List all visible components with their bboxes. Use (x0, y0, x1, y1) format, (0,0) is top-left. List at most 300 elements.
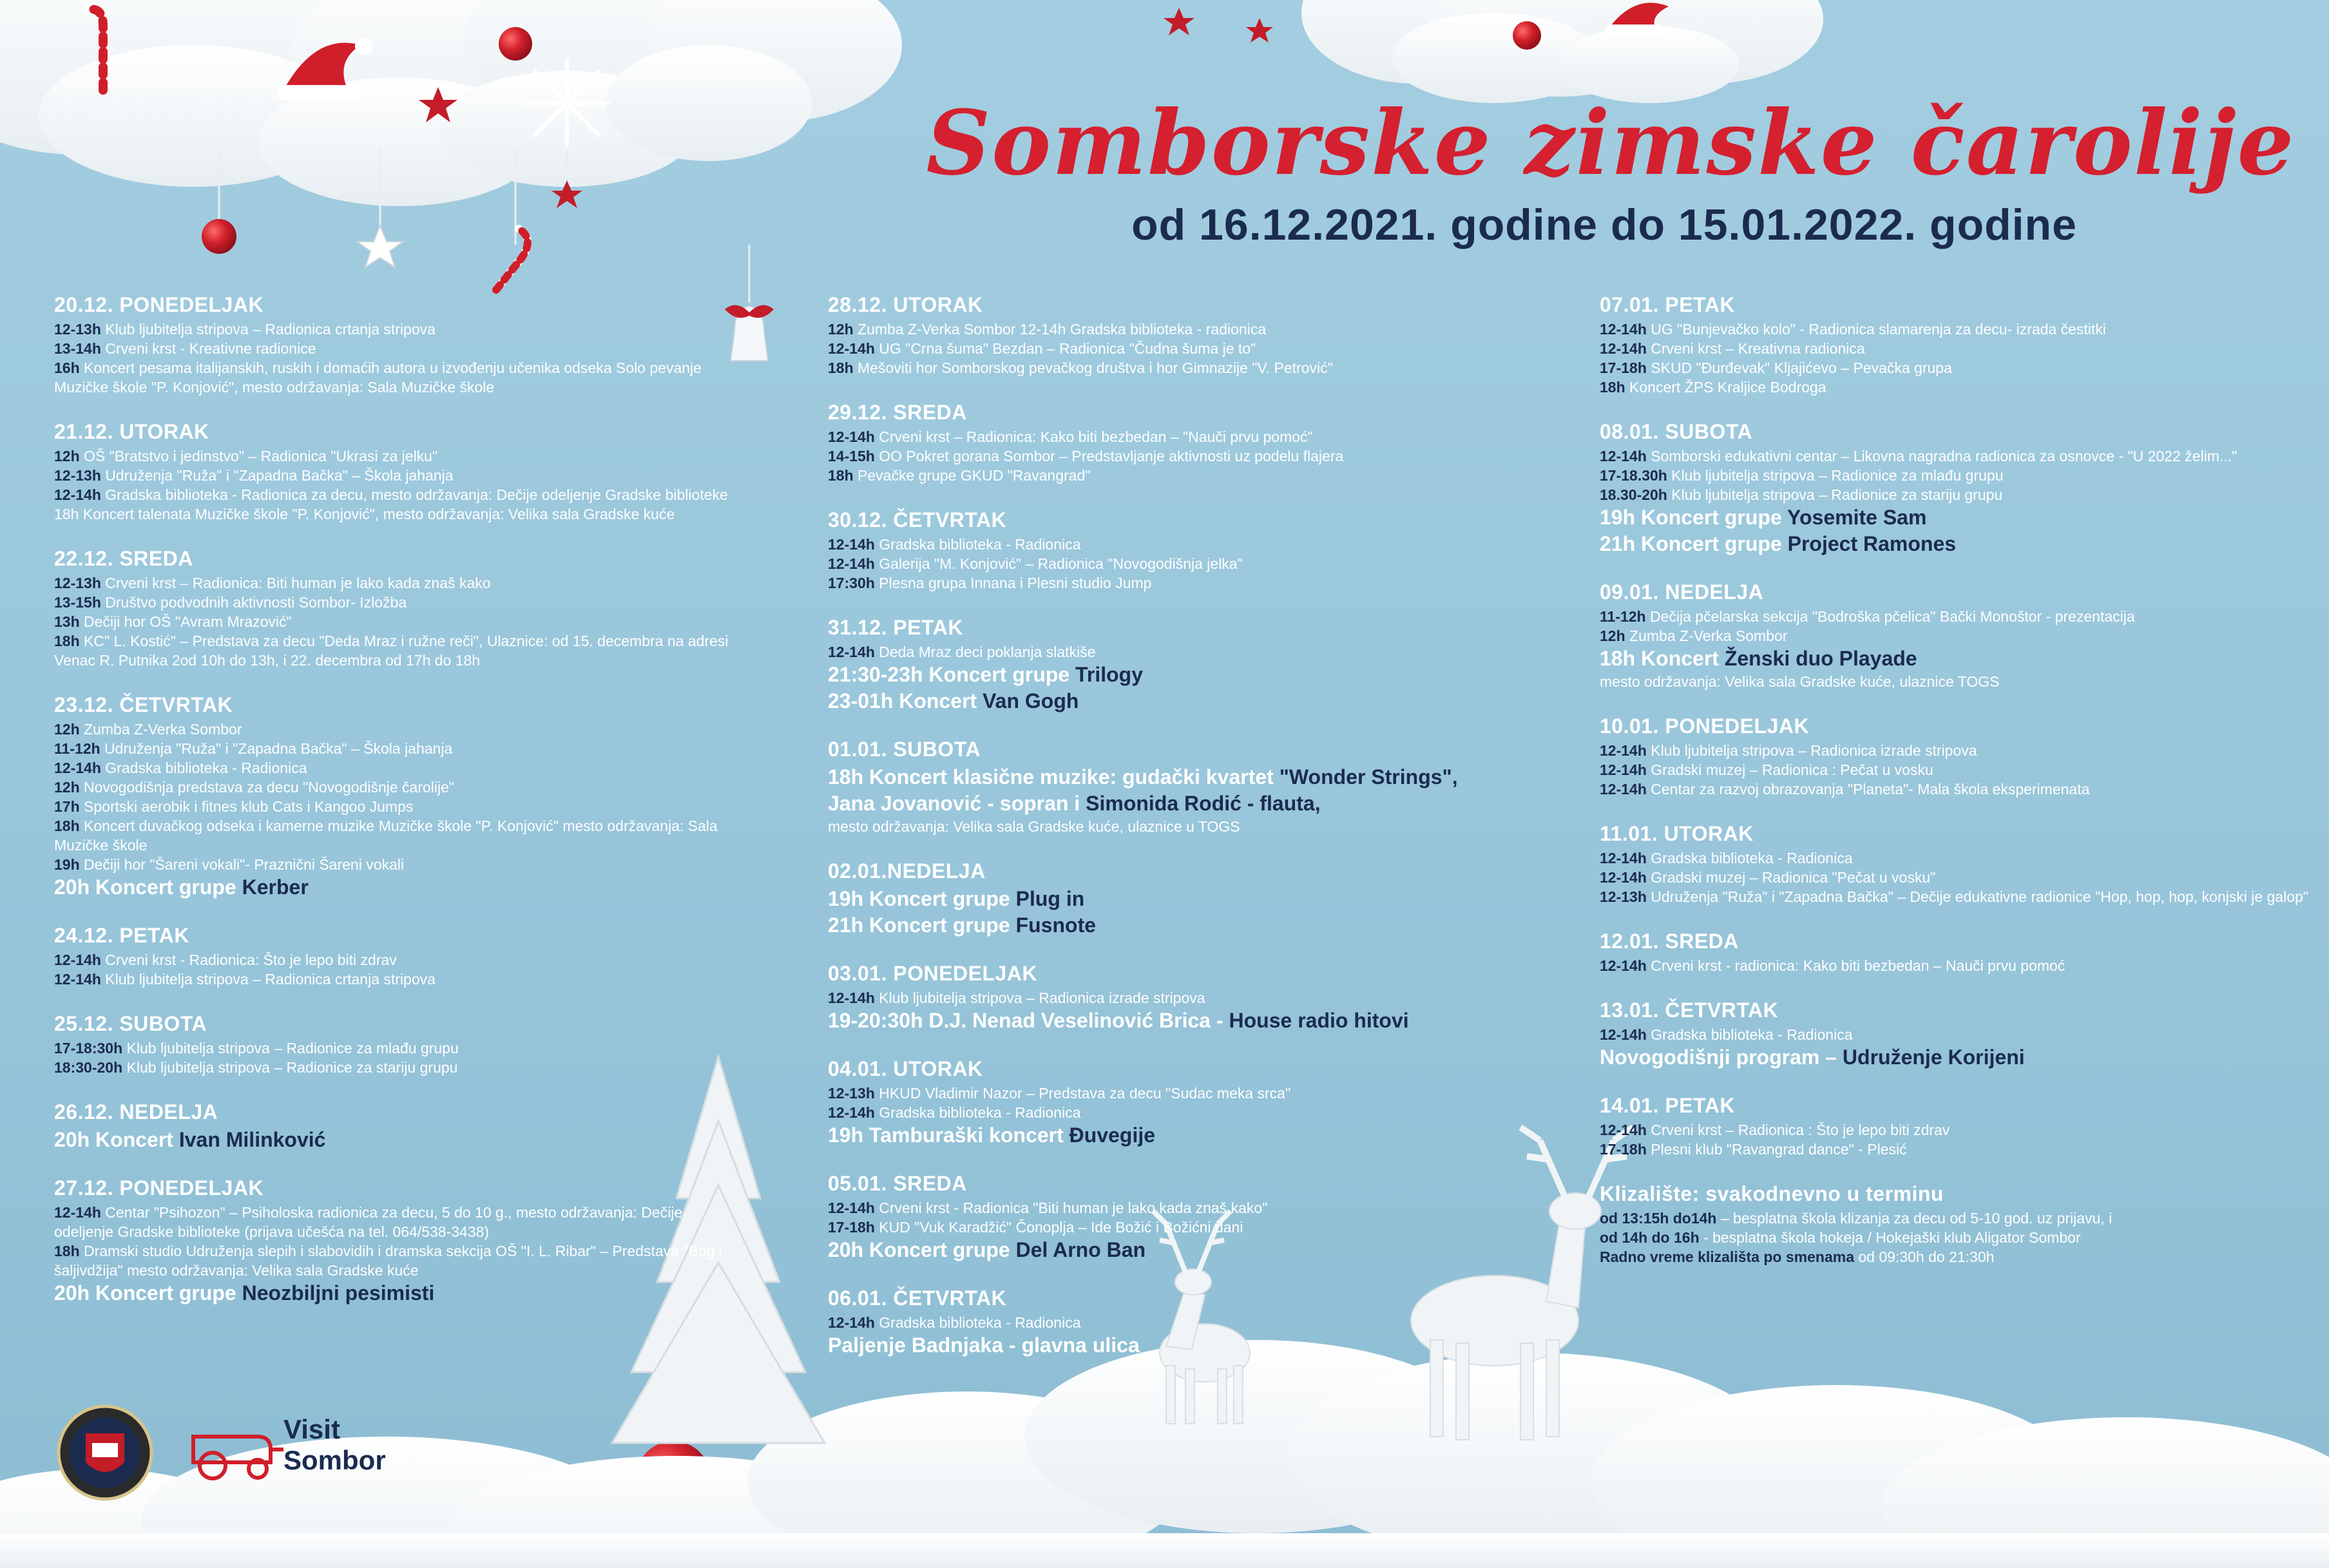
event-text: Dečiji hor "Šareni vokali"- Praznični Šareni vokali (79, 856, 405, 873)
day-block (54, 547, 737, 670)
event-text: Društvo podvodnih aktivnosti Sombor- Izložba (101, 594, 407, 611)
day-header: 28.12. UTORAK (828, 293, 983, 316)
event-time: 12-14h (1600, 448, 1647, 464)
day-header: 08.01. SUBOTA (1600, 420, 1753, 443)
event-time: 12-14h (828, 1200, 875, 1216)
event-item (828, 446, 1537, 466)
city-crest-icon (59, 1406, 151, 1499)
ornament-icon (1513, 21, 1541, 50)
day-block (828, 738, 1537, 836)
event-text: Gradska biblioteka - Radionica (874, 1314, 1081, 1331)
featured-event-label: Novogodišnji program – (1600, 1046, 1843, 1069)
event-item (1600, 1209, 2308, 1228)
event-time: 12-14h (54, 760, 101, 776)
event-text: Klub ljubitelja stripova – Radionice za stariju grupu (1667, 486, 2003, 503)
event-item (828, 1198, 1537, 1218)
event-text: Deda Mraz deci poklanja slatkiše (874, 644, 1096, 660)
event-text: Klub ljubitelja stripova – Radionice za mlađu grupu (1667, 467, 2004, 484)
featured-event-performer: Ivan Milinković (178, 1128, 326, 1151)
featured-event (1600, 504, 2308, 531)
event-text: Koncert pesama italijanskih, ruskih i domaćih autora u izvođenju učenika odseka Solo pevanje Muzičke škole "P. Konjović", mesto održavanja: Sala Muzičke škole (54, 359, 702, 396)
featured-event-label: 23-01h Koncert (828, 689, 983, 712)
event-item (828, 988, 1537, 1008)
day-header: 12.01. SREDA (1600, 930, 1739, 953)
event-item (1600, 1120, 2308, 1140)
event-text: KUD "Vuk Karadžić" Čonoplja – Ide Božić i Božićni dani (874, 1219, 1243, 1236)
event-text: SKUD "Đurđevak" Kljajićevo – Pevačka grupa (1646, 359, 1952, 376)
day-block (828, 1172, 1537, 1263)
featured-event-performer: "Wonder Strings", (1279, 765, 1458, 789)
featured-event (54, 1280, 737, 1306)
event-text: Zumba Z-Verka Sombor (1625, 627, 1788, 644)
schedule-column-1 (54, 293, 737, 1330)
event-item (54, 1241, 737, 1280)
event-text: – besplatna škola klizanja za decu od 5-10 god. uz prijavu, i (1716, 1210, 2113, 1227)
event-time: 12h (828, 321, 854, 338)
day-header: 09.01. NEDELJA (1600, 580, 1764, 604)
event-note: mesto održavanja: Velika sala Gradske kuće, ulaznice u TOGS (828, 818, 1240, 835)
event-item (1600, 1247, 2308, 1267)
event-time: 12h (54, 721, 80, 738)
event-time: 12-14h (828, 990, 875, 1006)
star-icon (1164, 8, 1194, 35)
event-text: Crveni krst - Kreativne radionice (101, 340, 316, 357)
featured-event (828, 662, 1537, 688)
event-item (1600, 848, 2308, 868)
day-block (1600, 293, 2308, 397)
event-time: 12-14h (1600, 321, 1647, 338)
day-block (1600, 420, 2308, 557)
event-text: Klub ljubitelja stripova – Radionica crtanja stripova (101, 321, 436, 338)
event-time: 17:30h (828, 575, 875, 591)
event-text: Klub ljubitelja stripova – Radionica izrade stripova (1646, 742, 1977, 759)
event-time: 12-14h (1600, 1026, 1647, 1043)
day-block (828, 616, 1537, 714)
event-item (54, 778, 737, 797)
event-text: Dramski studio Udruženja slepih i slabovidih i dramska sekcija OŠ "I. L. Ribar" – Predstava "Bog i šaljivdžija" mesto održavanja: Velika sala Gradske kuće (54, 1243, 722, 1279)
featured-event (828, 886, 1537, 912)
featured-event-label: Paljenje Badnjaka - glavna ulica (828, 1334, 1140, 1357)
day-block (1600, 1182, 2308, 1267)
event-text: Gradska biblioteka - Radionica (874, 1104, 1081, 1121)
event-item (828, 320, 1537, 339)
featured-event-performer: House radio hitovi (1229, 1009, 1409, 1032)
event-item (828, 554, 1537, 573)
featured-event (828, 764, 1537, 790)
event-time: 12h (1600, 627, 1625, 644)
event-time: 18h (828, 359, 854, 376)
event-item (54, 485, 737, 524)
event-item (1600, 760, 2308, 779)
snowflake-icon (525, 61, 609, 145)
event-time: 12-14h (828, 536, 875, 553)
day-header: 24.12. PETAK (54, 924, 189, 947)
featured-event-label: 20h Koncert grupe (54, 1281, 242, 1305)
featured-event (828, 688, 1537, 714)
event-item (828, 1218, 1537, 1237)
event-item (828, 535, 1537, 554)
featured-event (828, 1008, 1537, 1034)
event-time: 12-13h (54, 467, 101, 484)
featured-event-performer: Udruženje Korijeni (1842, 1046, 2025, 1069)
featured-event-label: 19h Koncert grupe (828, 887, 1016, 910)
event-text: Centar za razvoj obrazovanja "Planeta"- Mala škola eksperimenata (1646, 781, 2090, 798)
event-text: Somborski edukativni centar – Likovna nagradna radionica za osnovce - "U 2022 želim..." (1646, 448, 2238, 464)
day-header: 02.01.NEDELJA (828, 859, 986, 883)
event-text: Gradska biblioteka - Radionica (1646, 1026, 1853, 1043)
event-time: od 13:15h do14h (1600, 1210, 1717, 1227)
day-block (1600, 930, 2308, 975)
event-text: OŠ "Bratstvo i jedinstvo" – Radionica "Ukrasi za jelku" (79, 448, 438, 464)
event-time: 18.30-20h (1600, 486, 1667, 503)
day-header: 31.12. PETAK (828, 616, 963, 639)
featured-event-performer: Simonida Rodić - flauta, (1086, 792, 1321, 815)
featured-event-label: 20h Koncert (54, 1128, 179, 1151)
event-time: 12-14h (828, 1314, 875, 1331)
day-header: 11.01. UTORAK (1600, 822, 1754, 845)
event-text: Crveni krst - Radionica: Što je lepo biti zdrav (101, 951, 397, 968)
day-header: 04.01. UTORAK (828, 1057, 983, 1080)
event-item (1600, 626, 2308, 645)
event-text: - besplatna škola hokeja / Hokejaški klub Aligator Sombor (1699, 1229, 2081, 1246)
event-time: 17-18h (1600, 359, 1647, 376)
day-header: 27.12. PONEDELJAK (54, 1176, 264, 1200)
event-time: 12-13h (1600, 888, 1647, 905)
day-block (828, 1286, 1537, 1359)
day-header: 30.12. ČETVRTAK (828, 508, 1007, 531)
event-time: 16h (54, 359, 80, 376)
day-block (54, 1176, 737, 1306)
featured-event-performer: Trilogy (1075, 663, 1144, 686)
star-icon (1246, 18, 1273, 43)
event-time: 13h (54, 613, 80, 630)
event-time: 17-18.30h (1600, 467, 1667, 484)
date-range: od 16.12.2021. godine do 15.01.2022. godine (1131, 200, 2077, 249)
event-text: Gradski muzej – Radionica : Pečat u vosku (1646, 761, 1933, 778)
event-time: 12-14h (1600, 850, 1647, 866)
event-item (1600, 446, 2308, 466)
day-block (1600, 580, 2308, 691)
day-block (54, 293, 737, 397)
featured-event (828, 790, 1537, 817)
event-text: Klub ljubitelja stripova – Radionica crtanja stripova (101, 971, 436, 988)
event-text: Novogodišnja predstava za decu "Novogodišnje čarolije" (79, 779, 455, 796)
featured-event-label: 19h Tamburaški koncert (828, 1123, 1069, 1147)
day-header: 06.01. ČETVRTAK (828, 1286, 1007, 1310)
featured-event-performer: Đuvegije (1069, 1123, 1156, 1147)
day-block (828, 293, 1537, 378)
event-item (828, 466, 1537, 485)
featured-event (828, 1237, 1537, 1263)
event-time: 12-14h (54, 486, 101, 503)
event-time: 18h (1600, 379, 1625, 396)
event-item (54, 573, 737, 593)
featured-event-performer: Ženski duo Playade (1724, 647, 1917, 670)
event-item (54, 612, 737, 631)
event-text: Centar "Psihozon" – Psiholoska radionica za decu, 5 do 10 g., mesto održavanja: Dečije odeljenje Gradske biblioteke (prijava učešća na tel. 064/538-3438) (54, 1204, 683, 1240)
event-text: Crveni krst – Radionica: Kako biti bezbedan – "Nauči prvu pomoć" (874, 428, 1313, 445)
featured-event (1600, 1044, 2308, 1071)
day-header: 05.01. SREDA (828, 1172, 967, 1195)
day-header: 25.12. SUBOTA (54, 1012, 207, 1035)
day-block (828, 859, 1537, 939)
event-text: od 09:30h do 21:30h (1854, 1248, 1995, 1265)
event-item (1600, 779, 2308, 799)
page-title: Somborske zimske čarolije (926, 90, 2295, 195)
event-time: 12-14h (1600, 781, 1647, 798)
day-block (1600, 999, 2308, 1071)
event-time: 12-14h (828, 340, 875, 357)
event-time: 18h (828, 467, 854, 484)
event-text: Dečiji hor OŠ "Avram Mrazović" (79, 613, 292, 630)
event-item (1600, 607, 2308, 626)
event-text: Koncert duvačkog odseka i kamerne muzike Muzičke škole "P. Konjović" mesto održavanja: Sala Muzičke škole (54, 817, 718, 854)
event-item (1600, 466, 2308, 485)
event-time: 12-14h (828, 555, 875, 572)
event-time: 12-14h (54, 1204, 101, 1221)
event-item (1600, 358, 2308, 378)
event-text: UG "Bunjevačko kolo" - Radionica slamarenja za decu- izrada čestitki (1646, 321, 2106, 338)
event-item (54, 320, 737, 339)
event-item (1600, 485, 2308, 504)
event-text: Udruženja "Ruža" i "Zapadna Bačka" – Dečije edukativne radionice "Hop, hop, hop, konjski je galop" (1646, 888, 2308, 905)
event-text: UG "Crna šuma" Bezdan – Radionica "Čudna šuma je to" (874, 340, 1256, 357)
event-text: Plesna grupa Innana i Plesni studio Jump (874, 575, 1152, 591)
event-text: Crveni krst - radionica: Kako biti bezbedan – Nauči prvu pomoć (1646, 957, 2065, 974)
event-item (1600, 1228, 2308, 1247)
event-time: 18h (54, 817, 80, 834)
event-item (1600, 378, 2308, 397)
event-item (54, 970, 737, 989)
day-block (828, 1057, 1537, 1149)
event-item (54, 339, 737, 358)
event-text: Klub ljubitelja stripova – Radionice za stariju grupu (122, 1059, 458, 1076)
event-time: 12-14h (828, 644, 875, 660)
event-time: 17-18:30h (54, 1040, 123, 1056)
day-block (1600, 1094, 2308, 1159)
event-item (1600, 339, 2308, 358)
event-item (54, 358, 737, 397)
featured-event (828, 1332, 1537, 1359)
event-item (1600, 741, 2308, 760)
event-text: Gradska biblioteka - Radionica (101, 760, 307, 776)
event-text: Klub ljubitelja stripova – Radionica izrade stripova (874, 990, 1205, 1006)
event-time: 12-14h (1600, 340, 1647, 357)
event-item (828, 1103, 1537, 1122)
event-text: Zumba Z-Verka Sombor 12-14h Gradska biblioteka - radionica (853, 321, 1267, 338)
featured-event (1600, 645, 2308, 672)
event-text: OO Pokret gorana Sombor – Predstavljanje aktivnosti uz podelu flajera (874, 448, 1344, 464)
event-time: 12-13h (828, 1085, 875, 1102)
day-header: Klizalište: svakodnevno u terminu (1600, 1182, 1944, 1205)
featured-event (1600, 531, 2308, 557)
event-item (54, 446, 737, 466)
day-block (828, 508, 1537, 593)
day-header: 01.01. SUBOTA (828, 738, 981, 761)
event-time: 12-14h (1600, 869, 1647, 886)
featured-event-label: 19-20:30h D.J. Nenad Veselinović Brica - (828, 1009, 1229, 1032)
event-text: Gradska biblioteka - Radionica (1646, 850, 1853, 866)
event-time: 12-14h (1600, 742, 1647, 759)
day-header: 07.01. PETAK (1600, 293, 1735, 316)
event-item (828, 1313, 1537, 1332)
event-text: Gradska biblioteka - Radionica za decu, mesto održavanja: Dečije odeljenje Gradske biblioteke 18h Koncert talenata Muzičke škole "P. Konjović", mesto održavanja: Velika sala Gradske kuće (54, 486, 728, 522)
event-time: 18:30-20h (54, 1059, 123, 1076)
day-header: 13.01. ČETVRTAK (1600, 999, 1779, 1022)
featured-event-label: 20h Koncert grupe (828, 1238, 1016, 1261)
event-item (1600, 956, 2308, 975)
event-item (54, 855, 737, 874)
event-time: 11-12h (1600, 608, 1646, 625)
day-block (54, 420, 737, 524)
event-text: Galerija "M. Konjović" – Radionica "Novogodišnja jelka" (874, 555, 1243, 572)
event-time: 13-15h (54, 594, 101, 611)
event-item (1600, 1025, 2308, 1044)
event-item (54, 720, 737, 739)
event-text: Gradska biblioteka - Radionica (874, 536, 1081, 553)
featured-event-label: 20h Koncert grupe (54, 875, 242, 899)
event-time: 12-14h (828, 428, 875, 445)
day-header: 22.12. SREDA (54, 547, 193, 570)
featured-event-performer: Project Ramones (1787, 532, 1957, 555)
event-text: Mešoviti hor Somborskog pevačkog društva i hor Gimnazije "V. Petrović" (853, 359, 1333, 376)
day-block (54, 924, 737, 989)
featured-event-performer: Neozbiljni pesimisti (242, 1281, 435, 1305)
brand-visit: Visit (283, 1414, 340, 1444)
featured-event-label: 18h Koncert (1600, 647, 1725, 670)
event-text: Crveni krst – Kreativna radionica (1646, 340, 1865, 357)
day-block (54, 693, 737, 901)
featured-event-label: 18h Koncert klasične muzike: gudački kvartet (828, 765, 1280, 789)
featured-event (828, 912, 1537, 939)
brand-city: Sombor (283, 1445, 386, 1475)
event-item (54, 950, 737, 970)
event-time: Radno vreme klizališta po smenama (1600, 1248, 1854, 1265)
event-time: 17-18h (828, 1219, 875, 1236)
event-text: Udruženja "Ruža" i "Zapadna Bačka" – Škola jahanja (101, 467, 454, 484)
event-time: 12-14h (828, 1104, 875, 1121)
schedule-column-3 (1600, 293, 2308, 1290)
day-header: 23.12. ČETVRTAK (54, 693, 233, 716)
day-header: 29.12. SREDA (828, 401, 967, 424)
day-header: 26.12. NEDELJA (54, 1100, 218, 1123)
event-text: Pevačke grupe GKUD "Ravangrad" (853, 467, 1091, 484)
event-item (828, 358, 1537, 378)
event-time: 19h (54, 856, 80, 873)
event-item (54, 631, 737, 670)
event-item (1600, 887, 2308, 906)
featured-event (828, 1122, 1537, 1149)
event-time: 18h (54, 1243, 80, 1259)
event-item (1600, 1140, 2308, 1159)
event-item (828, 1084, 1537, 1103)
featured-event-performer: Van Gogh (982, 689, 1079, 712)
event-text: Klub ljubitelja stripova – Radionice za mlađu grupu (122, 1040, 459, 1056)
event-item (828, 427, 1537, 446)
featured-event (54, 874, 737, 901)
event-text: Sportski aerobik i fitnes klub Cats i Kangoo Jumps (79, 798, 414, 815)
event-time: 18h (54, 633, 80, 649)
event-time: 12-14h (1600, 761, 1647, 778)
featured-event-performer: Kerber (242, 875, 309, 899)
day-block (54, 1012, 737, 1077)
featured-event-label: 21h Koncert grupe (1600, 532, 1788, 555)
featured-event-performer: Del Arno Ban (1015, 1238, 1146, 1261)
event-item (54, 797, 737, 816)
event-time: 12-14h (54, 951, 101, 968)
event-time: 12-14h (1600, 957, 1647, 974)
day-header: 14.01. PETAK (1600, 1094, 1735, 1117)
day-block (1600, 822, 2308, 906)
event-item (54, 816, 737, 855)
featured-event-label: Jana Jovanović - sopran i (828, 792, 1086, 815)
event-text: Crveni krst - Radionica "Biti human je lako kada znaš kako" (874, 1200, 1268, 1216)
day-block (1600, 714, 2308, 799)
day-header: 03.01. PONEDELJAK (828, 962, 1038, 985)
event-time: 12-14h (1600, 1122, 1647, 1138)
event-text: Zumba Z-Verka Sombor (79, 721, 242, 738)
featured-event (54, 1127, 737, 1153)
day-header: 20.12. PONEDELJAK (54, 293, 264, 316)
event-item (54, 1203, 737, 1241)
event-item (54, 466, 737, 485)
featured-event-label: 21:30-23h Koncert grupe (828, 663, 1076, 686)
ornament-icon (499, 27, 532, 61)
event-item (54, 758, 737, 778)
event-text: Crveni krst – Radionica : Što je lepo biti zdrav (1646, 1122, 1950, 1138)
featured-event-label: 19h Koncert grupe (1600, 506, 1788, 529)
event-item (1600, 868, 2308, 887)
event-text: Plesni klub "Ravangrad dance" - Plesić (1646, 1141, 1907, 1158)
event-text: Dečija pčelarska sekcija "Bodroška pčelica" Bački Monoštor - prezentacija (1645, 608, 2135, 625)
ornament-icon (202, 219, 236, 254)
cloud-icon (1301, 0, 1823, 103)
event-time: 14-15h (828, 448, 875, 464)
event-time: 11-12h (54, 740, 101, 757)
day-block (54, 1100, 737, 1153)
event-text: Gradski muzej – Radionica "Pečat u vosku" (1646, 869, 1936, 886)
day-header: 21.12. UTORAK (54, 420, 209, 443)
event-item (54, 593, 737, 612)
event-text: Udruženja "Ruža" i "Zapadna Bačka" – Škola jahanja (100, 740, 453, 757)
event-text: Koncert ŽPS Kraljice Bodroga (1625, 379, 1826, 396)
featured-event-performer: Yosemite Sam (1787, 506, 1927, 529)
event-text: Crveni krst – Radionica: Biti human je lako kada znaš kako (101, 575, 491, 591)
day-block (828, 401, 1537, 485)
event-text: HKUD Vladimir Nazor – Predstava za decu "Sudac meka srca" (874, 1085, 1291, 1102)
featured-event-performer: Plug in (1015, 887, 1085, 910)
schedule-column-2 (828, 293, 1537, 1382)
event-item (54, 1058, 737, 1077)
featured-event-label: 21h Koncert grupe (828, 913, 1016, 937)
event-item (828, 642, 1537, 662)
event-time: 17-18h (1600, 1141, 1647, 1158)
event-item (54, 1038, 737, 1058)
event-time: 12-13h (54, 321, 101, 338)
event-time: 12-13h (54, 575, 101, 591)
event-time: 12-14h (54, 971, 101, 988)
event-item (54, 739, 737, 758)
event-item (828, 573, 1537, 593)
event-text: KC" L. Kostić" – Predstava za decu "Deda Mraz i ružne reči", Ulaznice: od 15. decembra na adresi Venac R. Putnika 2od 10h do 13h, i 22. decembra od 17h do 18h (54, 633, 729, 669)
event-item (1600, 320, 2308, 339)
event-item (828, 339, 1537, 358)
day-block (828, 962, 1537, 1034)
star-icon (357, 225, 403, 267)
event-note: mesto održavanja: Velika sala Gradske kuće, ulaznice TOGS (1600, 673, 2000, 690)
event-time: 12h (54, 779, 80, 796)
event-time: 12h (54, 448, 80, 464)
